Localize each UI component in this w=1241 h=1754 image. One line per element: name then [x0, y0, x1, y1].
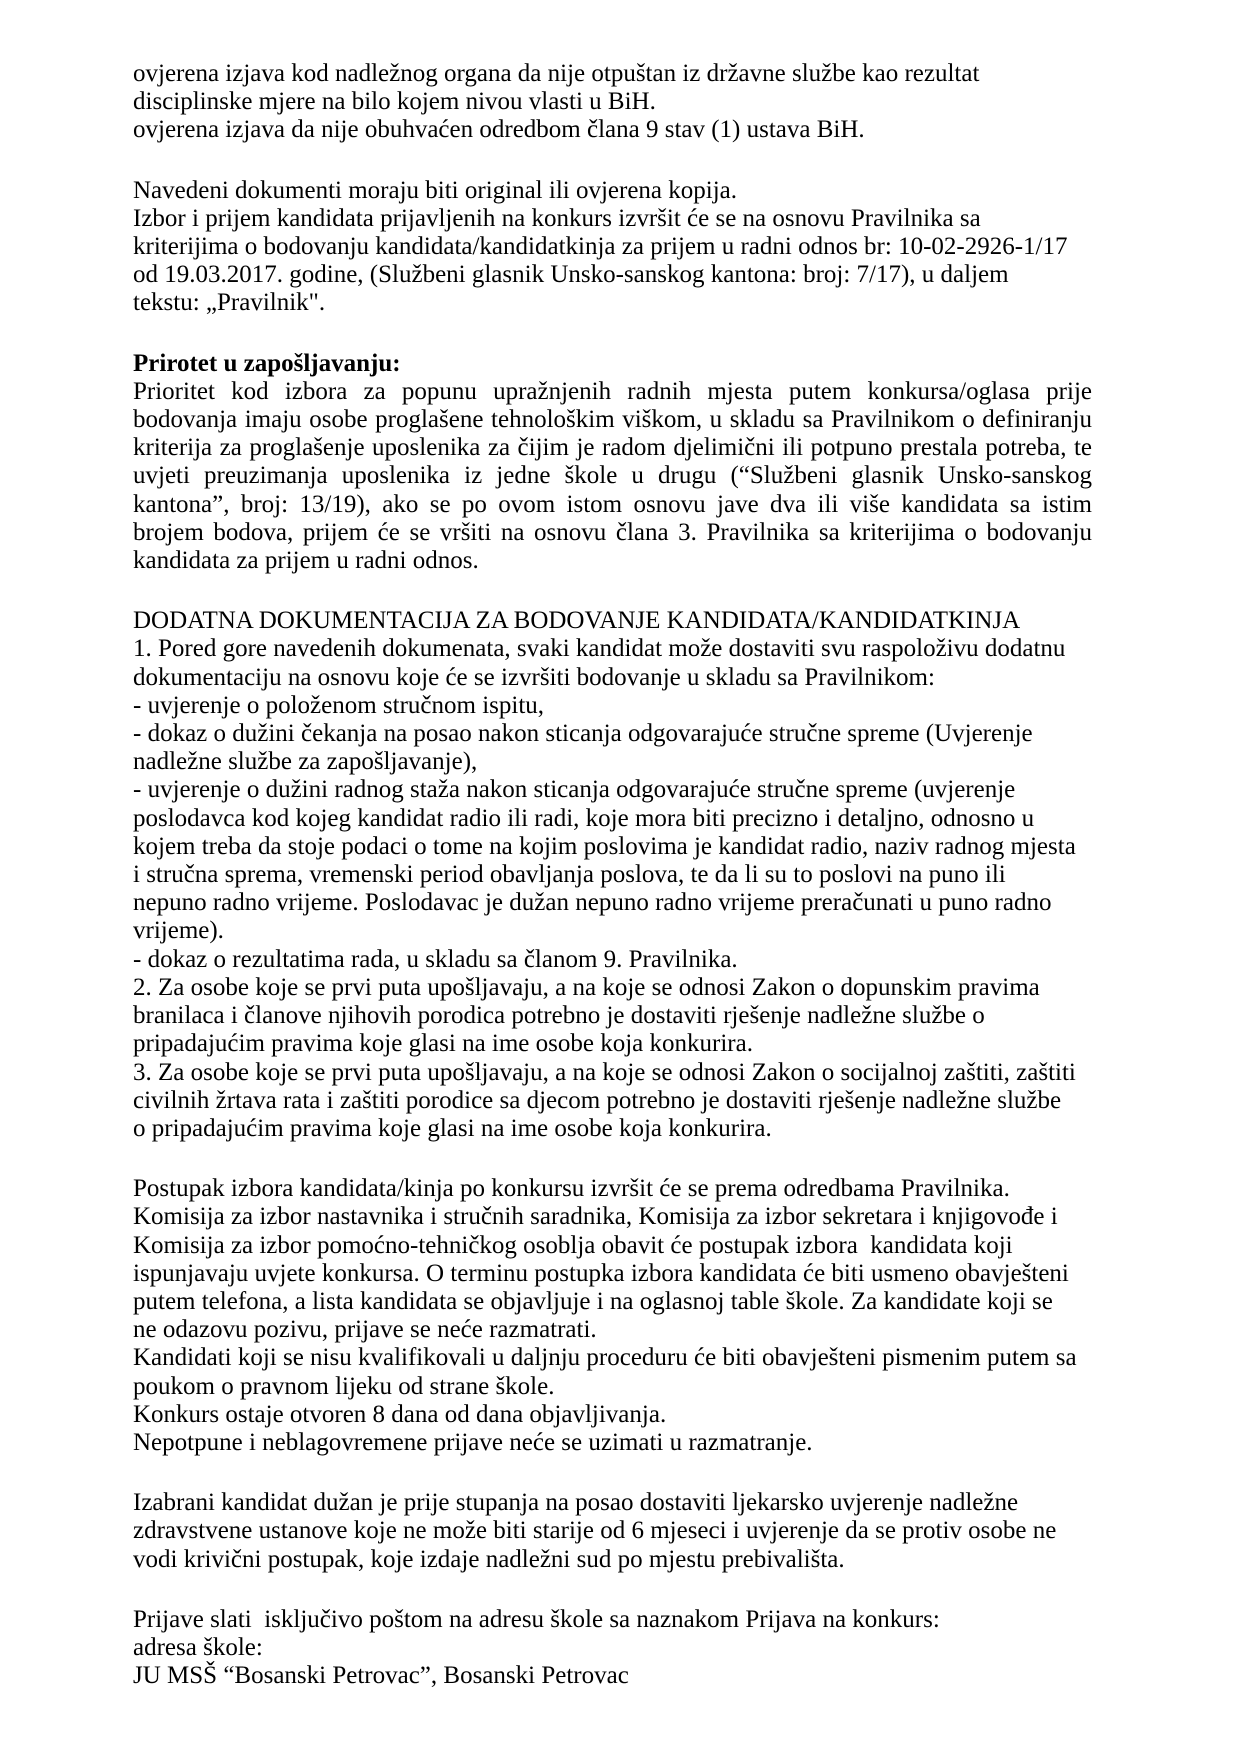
- paragraph-medical-certificate: [133, 1489, 1092, 1574]
- paragraph-procedure: [133, 1175, 1092, 1457]
- text-line: Komisija za izbor pomoćno-tehničkog osoblja obavit će postupak izbora kandidata koji: [133, 1231, 1013, 1259]
- text-line: Komisija za izbor nastavnika i stručnih saradnika, Komisija za izbor sekretara i knjigovođe i: [133, 1203, 1058, 1231]
- text-line: - uvjerenje o dužini radnog staža nakon sticanja odgovarajuće stručne spreme (uvjerenje: [133, 776, 1016, 804]
- text-line: vodi krivični postupak, koje izdaje nadležni sud po mjestu prebivališta.: [133, 1545, 845, 1573]
- text-line: Prijave slati isključivo poštom na adresu škole sa naznakom Prijava na konkurs:: [133, 1605, 940, 1633]
- additional-docs-heading: DODATNA DOKUMENTACIJA ZA BODOVANJE KANDIDATA/KANDIDATKINJA: [133, 607, 1021, 635]
- text-line: poslodavca kod kojeg kandidat radio ili radi, koje mora biti precizno i detaljno, odnosno u: [133, 804, 1035, 832]
- text-line: poukom o pravnom lijeku od strane škole.: [133, 1372, 555, 1400]
- school-name-line: JU MSŠ “Bosanski Petrovac”, Bosanski Petrovac: [133, 1662, 629, 1690]
- priority-heading: Prirotet u zapošljavanju:: [133, 349, 401, 377]
- text-line: kojem treba da stoje podaci o tome na kojim poslovima je kandidat radio, naziv radnog mjesta: [133, 832, 1076, 860]
- text-line: kandidata za prijem u radni odnos.: [133, 547, 479, 575]
- text-line: - uvjerenje o položenom stručnom ispitu,: [133, 691, 545, 719]
- text-line: Navedeni dokumenti moraju biti original ili ovjerena kopija.: [133, 176, 738, 204]
- text-line: Izabrani kandidat dužan je prije stupanja na posao dostaviti ljekarsko uvjerenje nadležne: [133, 1489, 1019, 1517]
- text-line: civilnih žrtava rata i zaštiti porodice sa djecom potrebno je dostaviti rješenje nadležne službe: [133, 1086, 1062, 1114]
- blank-line: [133, 575, 1092, 607]
- text-line: 2. Za osobe koje se prvi puta upošljavaju, a na koje se odnosi Zakon o dopunskim pravima: [133, 973, 1040, 1001]
- text-line: adresa škole:: [133, 1633, 263, 1661]
- blank-line: [133, 145, 1092, 177]
- text-line: Kandidati koji se nisu kvalifikovali u daljnju proceduru će biti obavješteni pismenim putem sa: [133, 1344, 1077, 1372]
- paragraph-additional-docs: [133, 607, 1092, 1143]
- text-line: ne odazovu pozivu, prijave se neće razmatrati.: [133, 1316, 597, 1344]
- text-line: Nepotpune i neblagovremene prijave neće se uzimati u razmatranje.: [133, 1428, 813, 1456]
- paragraph-priority: [133, 350, 1092, 576]
- text-line: ispunjavaju uvjete konkursa. O terminu postupka izbora kandidata će biti usmeno obavješteni: [133, 1259, 1069, 1287]
- text-line: ovjerena izjava da nije obuhvaćen odredbom člana 9 stav (1) ustava BiH.: [133, 116, 865, 144]
- text-line: disciplinske mjere na bilo kojem nivou vlasti u BiH.: [133, 88, 656, 116]
- text-line: dokumentaciju na osnovu koje će se izvršiti bodovanje u skladu sa Pravilnikom:: [133, 663, 935, 691]
- text-line: kriterijima o bodovanju kandidata/kandidatkinja za prijem u radni odnos br: 10-02-2926-1/17: [133, 233, 1068, 261]
- text-line: i stručna sprema, vremenski period obavljanja poslova, te da li su to poslovi na puno ili: [133, 861, 1006, 889]
- paragraph-selection-basis: [133, 177, 1092, 318]
- text-line: tekstu: „Pravilnik".: [133, 289, 326, 317]
- text-line: Prioritet kod izbora za popunu upražnjenih radnih mjesta putem konkursa/oglasa prije: [133, 377, 1092, 405]
- text-line: 3. Za osobe koje se prvi puta upošljavaju, a na koje se odnosi Zakon o socijalnoj zaštiti, zaštiti: [133, 1058, 1076, 1086]
- text-line: kantona”, broj: 13/19), ako se po ovom istom osnovu jave dva ili više kandidata sa istim: [133, 490, 1092, 518]
- blank-line: [133, 1457, 1092, 1489]
- text-line: nadležne službe za zapošljavanje),: [133, 748, 478, 776]
- text-line: bodovanja imaju osobe proglašene tehnološkim viškom, u skladu sa Pravilnikom o definiranju: [133, 406, 1092, 434]
- text-line: zdravstvene ustanove koje ne može biti starije od 6 mjeseci i uvjerenje da se protiv osobe ne: [133, 1517, 1057, 1545]
- text-line: brojem bodova, prijem će se vršiti na osnovu člana 3. Pravilnika sa kriterijima o bodovanju: [133, 518, 1092, 546]
- text-line: od 19.03.2017. godine, (Službeni glasnik Unsko-sanskog kantona: broj: 7/17), u daljem: [133, 261, 1009, 289]
- text-line: Postupak izbora kandidata/kinja po konkursu izvršit će se prema odredbama Pravilnika.: [133, 1175, 1010, 1203]
- text-line: kriterija za proglašenje uposlenika za čijim je radom djelimični ili potpuno prestala potreba, te: [133, 434, 1092, 462]
- text-line: uvjeti preuzimanja uposlenika iz jedne škole u drugu (“Službeni glasnik Unsko-sanskog: [133, 462, 1092, 490]
- text-line: Konkurs ostaje otvoren 8 dana od dana objavljivanja.: [133, 1400, 667, 1428]
- text-line: - dokaz o dužini čekanja na posao nakon sticanja odgovarajuće stručne spreme (Uvjerenje: [133, 720, 1033, 748]
- text-line: Izbor i prijem kandidata prijavljenih na konkurs izvršit će se na osnovu Pravilnika sa: [133, 204, 981, 232]
- text-line: nepuno radno vrijeme. Poslodavac je dužan nepuno radno vrijeme preračunati u puno radno: [133, 889, 1052, 917]
- paragraph-submission-address: [133, 1606, 1092, 1691]
- text-line: - dokaz o rezultatima rada, u skladu sa članom 9. Pravilnika.: [133, 945, 738, 973]
- text-line: o pripadajućim pravima koje glasi na ime osobe koja konkurira.: [133, 1114, 772, 1142]
- text-line: pripadajućim pravima koje glasi na ime osobe koja konkurira.: [133, 1030, 753, 1058]
- blank-line: [133, 1574, 1092, 1606]
- blank-line: [133, 318, 1092, 350]
- text-line: branilaca i članove njihovih porodica potrebno je dostaviti rješenje nadležne službe o: [133, 1002, 985, 1030]
- text-line: ovjerena izjava kod nadležnog organa da nije otpuštan iz državne službe kao rezultat: [133, 60, 980, 87]
- text-line: putem telefona, a lista kandidata se objavljuje i na oglasnoj table škole. Za kandidate koji se: [133, 1287, 1053, 1315]
- blank-line: [133, 1143, 1092, 1175]
- text-line: vrijeme).: [133, 917, 224, 945]
- text-line: 1. Pored gore navedenih dokumenata, svaki kandidat može dostaviti svu raspoloživu dodatnu: [133, 635, 1066, 663]
- paragraph-declarations: [133, 60, 1092, 145]
